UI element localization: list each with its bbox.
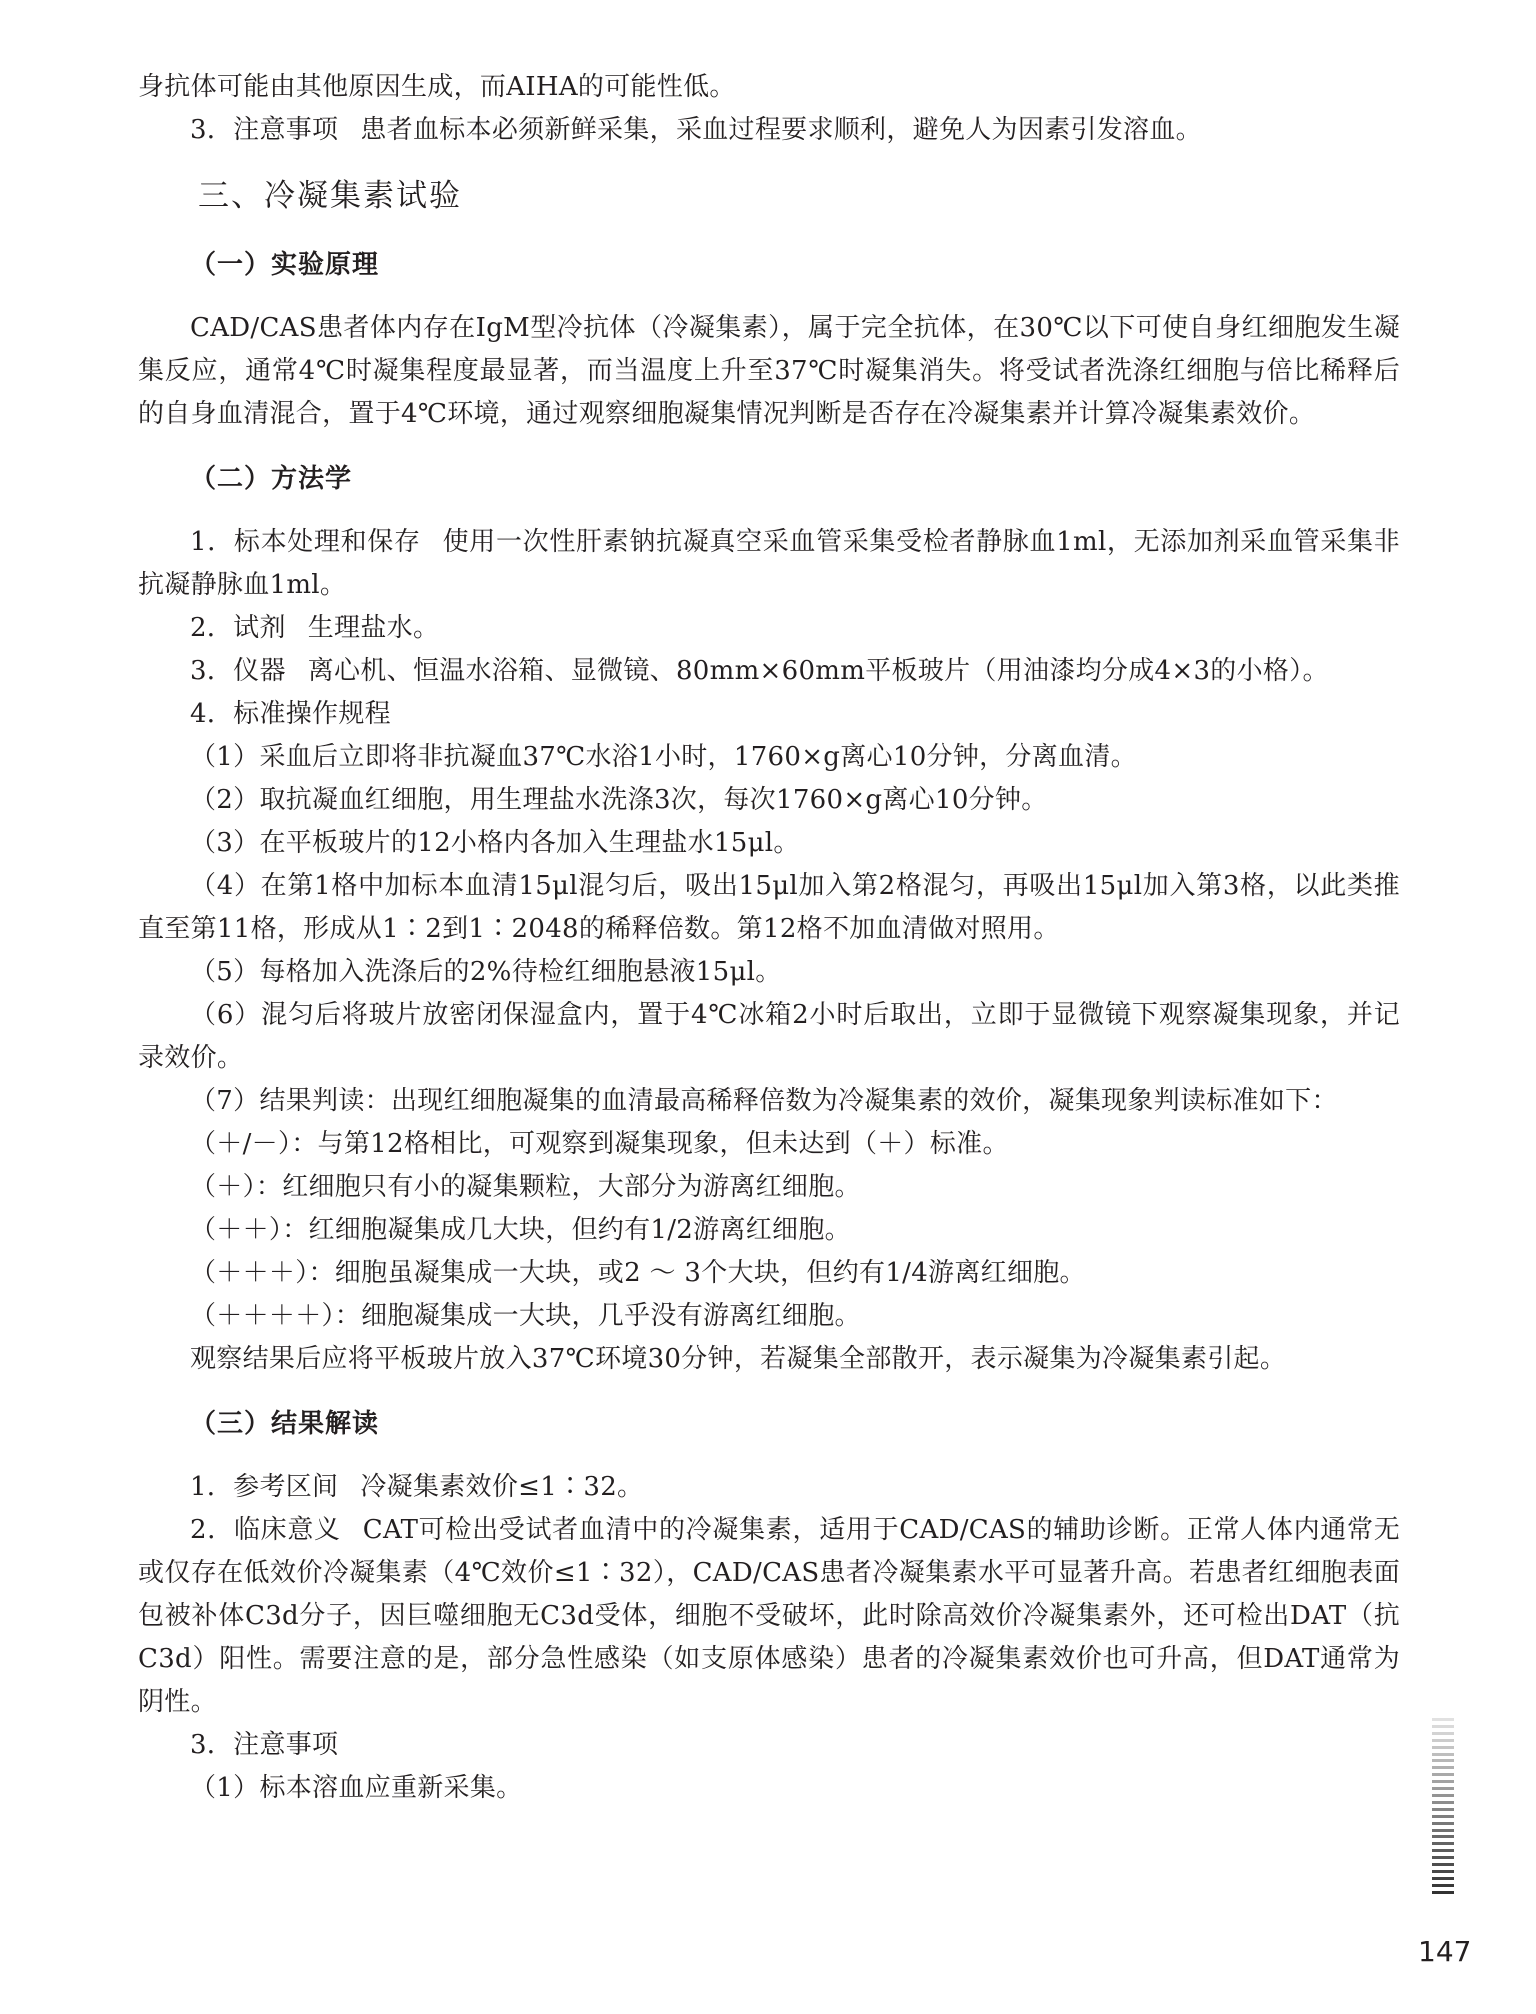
- edge-marker-stripe: [1432, 1746, 1454, 1749]
- page-number: 147: [1418, 1935, 1472, 1968]
- method-item-specimen-text: 使用一次性肝素钠抗凝真空采血管采集受检者静脉血1ml，无添加剂采血管采集非抗凝静脉血1ml。: [138, 527, 1400, 600]
- method-item-instrument: [138, 650, 1400, 693]
- edge-marker-stripe: [1432, 1759, 1454, 1762]
- method-item-reagent-term: 2．试剂: [190, 613, 286, 643]
- grade-item: （＋/－）：与第12格相比，可观察到凝集现象，但未达到（＋）标准。: [190, 1129, 1009, 1159]
- sop-step: （3）在平板玻片的12小格内各加入生理盐水15μl。: [190, 828, 800, 858]
- section-title: 三、冷凝集素试验: [198, 178, 462, 214]
- method-item-instrument-term: 3．仪器: [190, 656, 286, 686]
- edge-marker-stripe: [1432, 1753, 1454, 1756]
- interp-item-clinical: [138, 1509, 1400, 1724]
- edge-marker-stripe: [1432, 1856, 1454, 1859]
- sop-step: （5）每格加入洗涤后的2%待检红细胞悬液15μl。: [190, 957, 782, 987]
- subsection-title-principle: （一）实验原理: [190, 250, 380, 280]
- edge-marker-stripe: [1432, 1808, 1454, 1811]
- interp-item-reference-text: 冷凝集素效价≤1∶32。: [360, 1472, 644, 1502]
- continued-paragraph: 身抗体可能由其他原因生成，而AIHA的可能性低。: [138, 72, 736, 102]
- method-item-sop: 4．标准操作规程: [190, 699, 391, 729]
- edge-marker-stripe: [1432, 1773, 1454, 1776]
- edge-marker-stripe: [1432, 1863, 1454, 1866]
- grade-item: （＋＋＋＋）：细胞凝集成一大块，几乎没有游离红细胞。: [190, 1301, 861, 1331]
- edge-marker-stripe: [1432, 1766, 1454, 1769]
- edge-marker-stripe: [1432, 1801, 1454, 1804]
- edge-marker-stripe: [1432, 1829, 1454, 1832]
- grade-item: （＋＋）：红细胞凝集成几大块，但约有1/2游离红细胞。: [190, 1215, 851, 1245]
- grade-item: （＋）：红细胞只有小的凝集颗粒，大部分为游离红细胞。: [190, 1172, 861, 1202]
- method-item-reagent: [138, 607, 1400, 650]
- sop-step: （1）采血后立即将非抗凝血37℃水浴1小时，1760×g离心10分钟，分离血清。: [190, 742, 1137, 772]
- sop-step: （6）混匀后将玻片放密闭保湿盒内，置于4℃冰箱2小时后取出，立即于显微镜下观察凝集现象，并记录效价。: [138, 1000, 1400, 1073]
- sop-step: （7）结果判读：出现红细胞凝集的血清最高稀释倍数为冷凝集素的效价，凝集现象判读标准如下：: [190, 1086, 1338, 1116]
- interp-item-clinical-term: 2．临床意义: [190, 1515, 341, 1545]
- method-item-specimen-term: 1．标本处理和保存: [190, 527, 421, 557]
- page-content: [138, 66, 1400, 1810]
- edge-marker-stripe: [1432, 1835, 1454, 1838]
- note-paragraph: [138, 109, 1400, 152]
- edge-marker-stripe: [1432, 1870, 1454, 1873]
- observation-closing: 观察结果后应将平板玻片放入37℃环境30分钟，若凝集全部散开，表示凝集为冷凝集素引起。: [190, 1344, 1287, 1374]
- method-item-specimen: [138, 521, 1400, 607]
- edge-marker-stripe: [1432, 1884, 1454, 1887]
- edge-marker-stripe: [1432, 1718, 1454, 1721]
- note-term: 3．注意事项: [190, 115, 339, 145]
- subsection-title-methodology: （二）方法学: [190, 464, 353, 494]
- sop-step: （4）在第1格中加标本血清15μl混匀后，吸出15μl加入第2格混匀，再吸出15μl加入第3格，以此类推直至第11格，形成从1∶2到1∶2048的稀释倍数。第12格不加血清做对照用。: [138, 871, 1400, 944]
- note-text: 患者血标本必须新鲜采集，采血过程要求顺利，避免人为因素引发溶血。: [360, 115, 1202, 145]
- subsection-title-interpretation: （三）结果解读: [190, 1409, 380, 1439]
- interp-item-reference-term: 1．参考区间: [190, 1472, 339, 1502]
- sop-step: （2）取抗凝血红细胞，用生理盐水洗涤3次，每次1760×g离心10分钟。: [190, 785, 1048, 815]
- edge-marker-stripe: [1432, 1794, 1454, 1797]
- edge-marker-stripe: [1432, 1732, 1454, 1735]
- edge-marker-stripe: [1432, 1725, 1454, 1728]
- note-item: （1）标本溶血应重新采集。: [190, 1773, 523, 1803]
- edge-marker-stripe: [1432, 1739, 1454, 1742]
- edge-marker-stripe: [1432, 1849, 1454, 1852]
- edge-marker-stripe: [1432, 1842, 1454, 1845]
- interp-item-notes: 3．注意事项: [190, 1730, 339, 1760]
- grade-item: （＋＋＋）：细胞虽凝集成一大块，或2 ～ 3个大块，但约有1/4游离红细胞。: [190, 1258, 1086, 1288]
- edge-marker-stripe: [1432, 1822, 1454, 1825]
- edge-marker-stripe: [1432, 1815, 1454, 1818]
- method-item-instrument-text: 离心机、恒温水浴箱、显微镜、80mm×60mm平板玻片（用油漆均分成4×3的小格）。: [307, 656, 1329, 686]
- interp-item-clinical-text: CAT可检出受试者血清中的冷凝集素，适用于CAD/CAS的辅助诊断。正常人体内通常无或仅存在低效价冷凝集素（4℃效价≤1∶32），CAD/CAS患者冷凝集素水平可显著升高。若患者红细胞表面包被补体C3d分子，因巨噬细胞无C3d受体，细胞不受破坏，此时除高效价冷凝集素外，还可检出DAT（抗C3d）阳性。需要注意的是，部分急性感染（如支原体感染）患者的冷凝集素效价也可升高，但DAT通常为阴性。: [138, 1515, 1400, 1717]
- principle-paragraph: CAD/CAS患者体内存在IgM型冷抗体（冷凝集素），属于完全抗体，在30℃以下可使自身红细胞发生凝集反应，通常4℃时凝集程度最显著，而当温度上升至37℃时凝集消失。将受试者洗涤红细胞与倍比稀释后的自身血清混合，置于4℃环境，通过观察细胞凝集情况判断是否存在冷凝集素并计算冷凝集素效价。: [138, 313, 1400, 429]
- method-item-reagent-text: 生理盐水。: [307, 613, 440, 643]
- interp-item-reference: [138, 1466, 1400, 1509]
- page-edge-marker: [1432, 1718, 1454, 1894]
- edge-marker-stripe: [1432, 1787, 1454, 1790]
- edge-marker-stripe: [1432, 1877, 1454, 1880]
- edge-marker-stripe: [1432, 1780, 1454, 1783]
- edge-marker-stripe: [1432, 1891, 1454, 1894]
